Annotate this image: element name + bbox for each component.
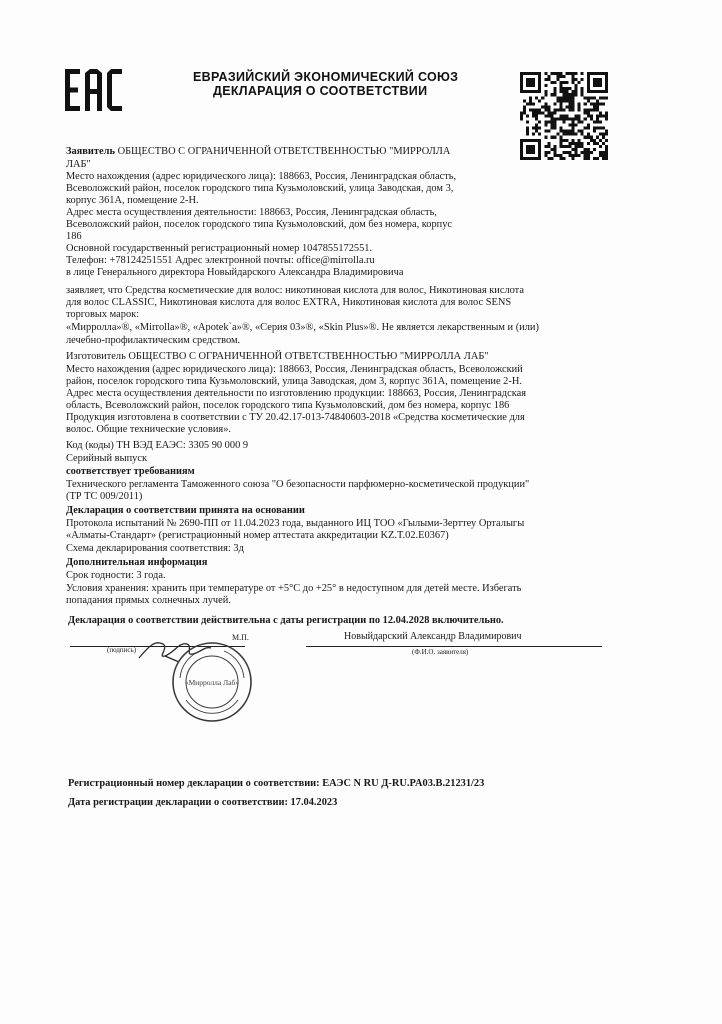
applicant-line-1 bbox=[66, 146, 450, 158]
manufacturer-line-1: Изготовитель ОБЩЕСТВО С ОГРАНИЧЕННОЙ ОТВЕТСТВЕННОСТЬЮ "МИРРОЛЛА ЛАБ" bbox=[66, 351, 489, 362]
basis-line-1: Протокола испытаний № 2690-ПП от 11.04.2023 года, выданного ИЦ ТОО «Гылыми-Зерттеу Орталыгы bbox=[66, 518, 525, 529]
declares-line-3: торговых марок: bbox=[66, 309, 140, 320]
signer-name: Новыйдарский Александр Владимирович bbox=[344, 631, 522, 642]
additional-line-1: Срок годности: 3 года. bbox=[66, 570, 166, 581]
mp-label: М.П. bbox=[232, 633, 249, 642]
serial-release: Серийный выпуск bbox=[66, 453, 147, 464]
applicant-ogrn: Основной государственный регистрационный номер 1047855172551. bbox=[66, 243, 373, 254]
declares-line-2: для волос CLASSIC, Никотиновая кислота для волос EXTRA, Никотиновая кислота для волос SENS bbox=[66, 297, 512, 308]
additional-line-3: попадания прямых солнечных лучей. bbox=[66, 595, 231, 606]
basis-line-3: Схема декларирования соответствия: 3д bbox=[66, 543, 244, 554]
applicant-address-1: Место нахождения (адрес юридического лица): 188663, Россия, Ленинградская область, bbox=[66, 171, 457, 182]
company-stamp bbox=[170, 640, 254, 724]
additional-line-2: Условия хранения: хранить при температуре от +5°С до +25° в недоступном для детей месте. Избегать bbox=[66, 583, 522, 594]
declares-line-1: заявляет, что Средства косметические для волос: никотиновая кислота для волос, Никотиновая кислота bbox=[66, 285, 524, 296]
registration-date: Дата регистрации декларации о соответствии: 17.04.2023 bbox=[68, 797, 338, 808]
manufacturer-line-3: район, поселок городского типа Кузьмоловский, улица Заводская, дом 3, корпус 361А, помещение 2-Н. bbox=[66, 376, 522, 387]
requirements-line-2: (ТР ТС 009/2011) bbox=[66, 491, 143, 502]
declares-line-4: «Мирролла»®, «Mirrolla»®, «Apotek`a»®, «Серия 03»®, «Skin Plus»®. Не является лекарственным и (или) bbox=[66, 322, 539, 333]
basis-title: Декларация о соответствии принята на основании bbox=[66, 505, 305, 516]
qr-code bbox=[520, 72, 608, 160]
applicant-contacts: Телефон: +78124251551 Адрес электронной почты: office@mirrolla.ru bbox=[66, 255, 375, 266]
signer-line bbox=[306, 646, 602, 647]
manufacturer-line-5: область, Всеволожский район, поселок городского типа Кузьмоловский, дом без номера, корпус 186 bbox=[66, 400, 510, 411]
signer-caption: (Ф.И.О. заявителя) bbox=[412, 648, 469, 656]
applicant-activity-2: Всеволожский район, поселок городского типа Кузьмоловский, дом без номера, корпус bbox=[66, 219, 453, 230]
manufacturer-line-7: волос. Общие технические условия». bbox=[66, 424, 231, 435]
applicant-activity-1: Адрес места осуществления деятельности: 188663, Россия, Ленинградская область, bbox=[66, 207, 437, 218]
applicant-label: Заявитель bbox=[66, 146, 115, 157]
applicant-activity-3: 186 bbox=[66, 231, 82, 242]
applicant-name-2: ЛАБ" bbox=[66, 159, 91, 170]
header-line-2: ДЕКЛАРАЦИЯ О СООТВЕТСТВИИ bbox=[213, 84, 428, 98]
header-line-1: ЕВРАЗИЙСКИЙ ЭКОНОМИЧЕСКИЙ СОЮЗ bbox=[193, 70, 459, 84]
stamp-text: «Мирролла Лаб» bbox=[184, 678, 240, 687]
requirements-line-1: Технического регламента Таможенного союза "О безопасности парфюмерно-косметической продукции" bbox=[66, 479, 530, 490]
basis-line-2: «Алматы-Стандарт» (регистрационный номер аттестата аккредитации KZ.T.02.E0367) bbox=[66, 530, 449, 541]
manufacturer-line-4: Адрес места осуществления деятельности по изготовлению продукции: 188663, Россия, Ленинградская bbox=[66, 388, 526, 399]
applicant-director: в лице Генерального директора Новыйдарского Александра Владимировича bbox=[66, 267, 404, 278]
manufacturer-line-2: Место нахождения (адрес юридического лица): 188663, Россия, Ленинградская область, Всеволожский bbox=[66, 364, 523, 375]
signature-caption: (подпись) bbox=[107, 646, 137, 654]
applicant-address-2: Всеволожский район, поселок городского типа Кузьмоловский, улица Заводская, дом 3, bbox=[66, 183, 454, 194]
validity-statement: Декларация о соответствии действительна с даты регистрации по 12.04.2028 включительно. bbox=[68, 615, 504, 626]
manufacturer-line-6: Продукция изготовлена в соответствии с ТУ 20.42.17-013-74840603-2018 «Средства косметические для bbox=[66, 412, 525, 423]
registration-number: Регистрационный номер декларации о соответствии: ЕАЭС N RU Д-RU.PA03.B.21231/23 bbox=[68, 778, 485, 789]
eac-logo bbox=[64, 67, 124, 113]
additional-title: Дополнительная информация bbox=[66, 557, 208, 568]
applicant-name: ОБЩЕСТВО С ОГРАНИЧЕННОЙ ОТВЕТСТВЕННОСТЬЮ "МИРРОЛЛА bbox=[117, 146, 451, 157]
applicant-address-3: корпус 361А, помещение 2-Н. bbox=[66, 195, 199, 206]
tnved-code: Код (коды) ТН ВЭД ЕАЭС: 3305 90 000 9 bbox=[66, 440, 249, 451]
declares-line-5: лечебно-профилактическим средством. bbox=[66, 335, 241, 346]
requirements-title: соответствует требованиям bbox=[66, 466, 195, 477]
